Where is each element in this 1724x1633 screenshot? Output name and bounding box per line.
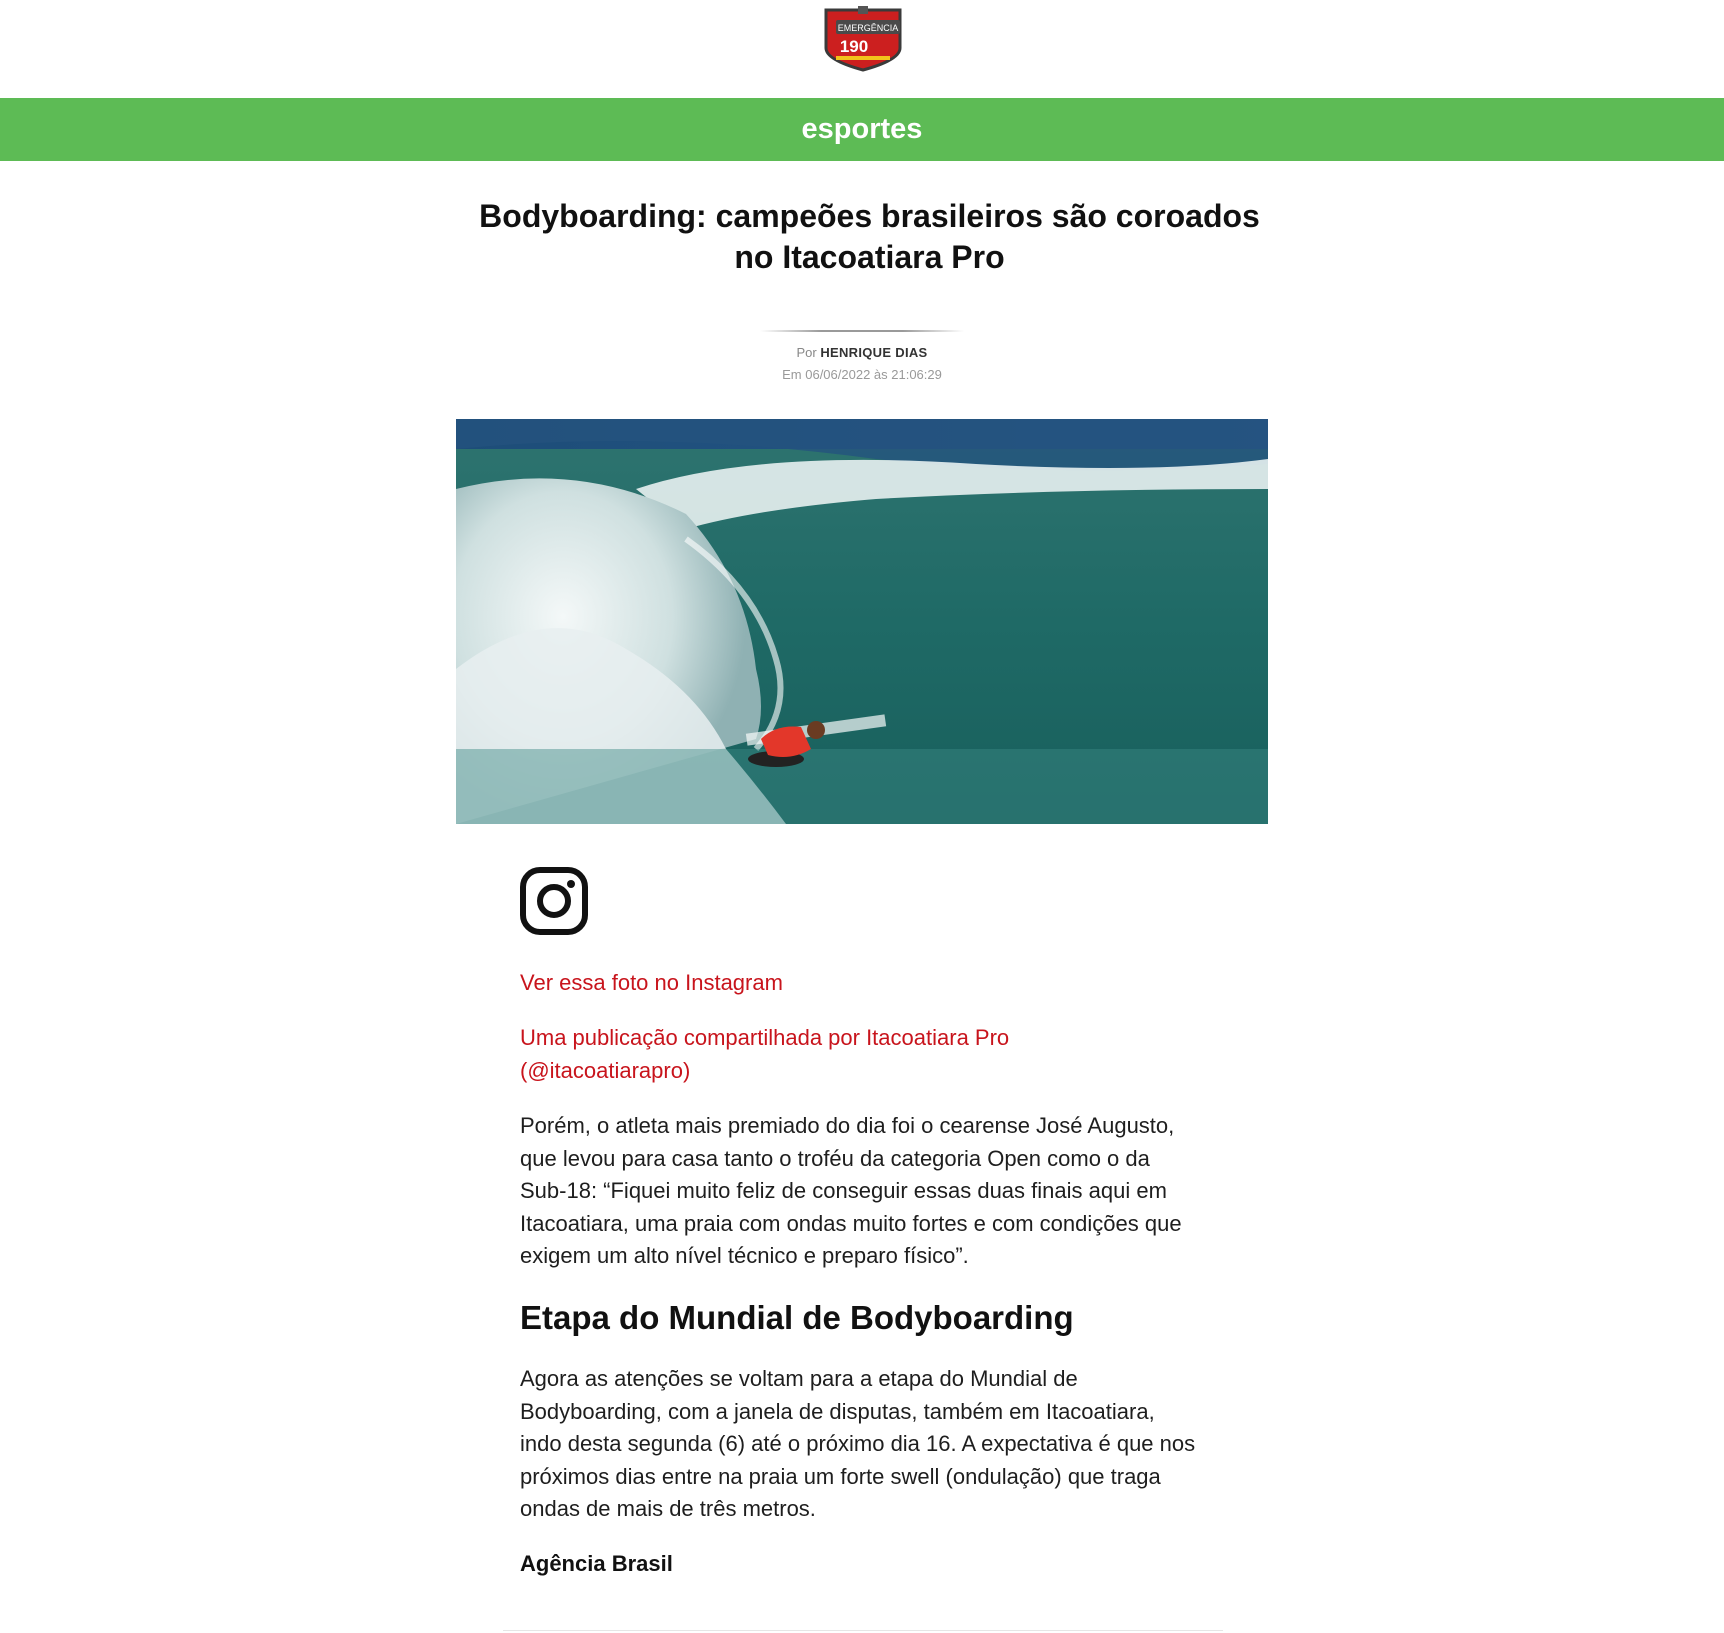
logo-number: 190 (839, 37, 869, 56)
instagram-view-link[interactable]: Ver essa foto no Instagram (520, 970, 783, 995)
article-hero-image (456, 419, 1268, 824)
article-title: Bodyboarding: campeões brasileiros são coroados no Itacoatiara Pro (479, 198, 1260, 275)
byline-prefix: Por (796, 345, 817, 360)
logo-text-emergencia: EMERGÊNCIA (837, 23, 899, 33)
footer-divider (503, 1630, 1223, 1631)
byline (662, 345, 1062, 360)
author-name[interactable]: HENRIQUE DIAS (820, 345, 928, 360)
instagram-icon[interactable] (520, 867, 588, 935)
site-logo[interactable] (818, 4, 908, 72)
byline-divider (760, 330, 964, 332)
article-paragraph-2: Agora as atenções se voltam para a etapa do Mundial de Bodyboarding, com a janela de disputas, também em Itacoatiara, indo desta segunda (6) até o próximo dia 16. A expectativa é que nos próximos dias entre na praia um forte swell (ondulação) que traga ondas de mais de três metros. (520, 1366, 1196, 1521)
instagram-shared-by-link[interactable]: Uma publicação compartilhada por Itacoatiara Pro (@itacoatiarapro) (520, 1025, 1010, 1083)
publish-date: Em 06/06/2022 às 21:06:29 (782, 367, 942, 382)
section-label[interactable]: esportes (801, 113, 923, 145)
article-subheading: Etapa do Mundial de Bodyboarding (520, 1299, 1074, 1336)
section-bar (0, 98, 1724, 161)
article-source: Agência Brasil (520, 1551, 673, 1576)
article-paragraph-1: Porém, o atleta mais premiado do dia foi o cearense José Augusto, que levou para casa tanto o troféu da categoria Open como o da Sub-18: “Fiquei muito feliz de conseguir essas duas finais aqui em Itacoatiara, uma praia com ondas muito fortes e com condições que exigem um alto nível técnico e preparo físico”. (520, 1113, 1182, 1268)
